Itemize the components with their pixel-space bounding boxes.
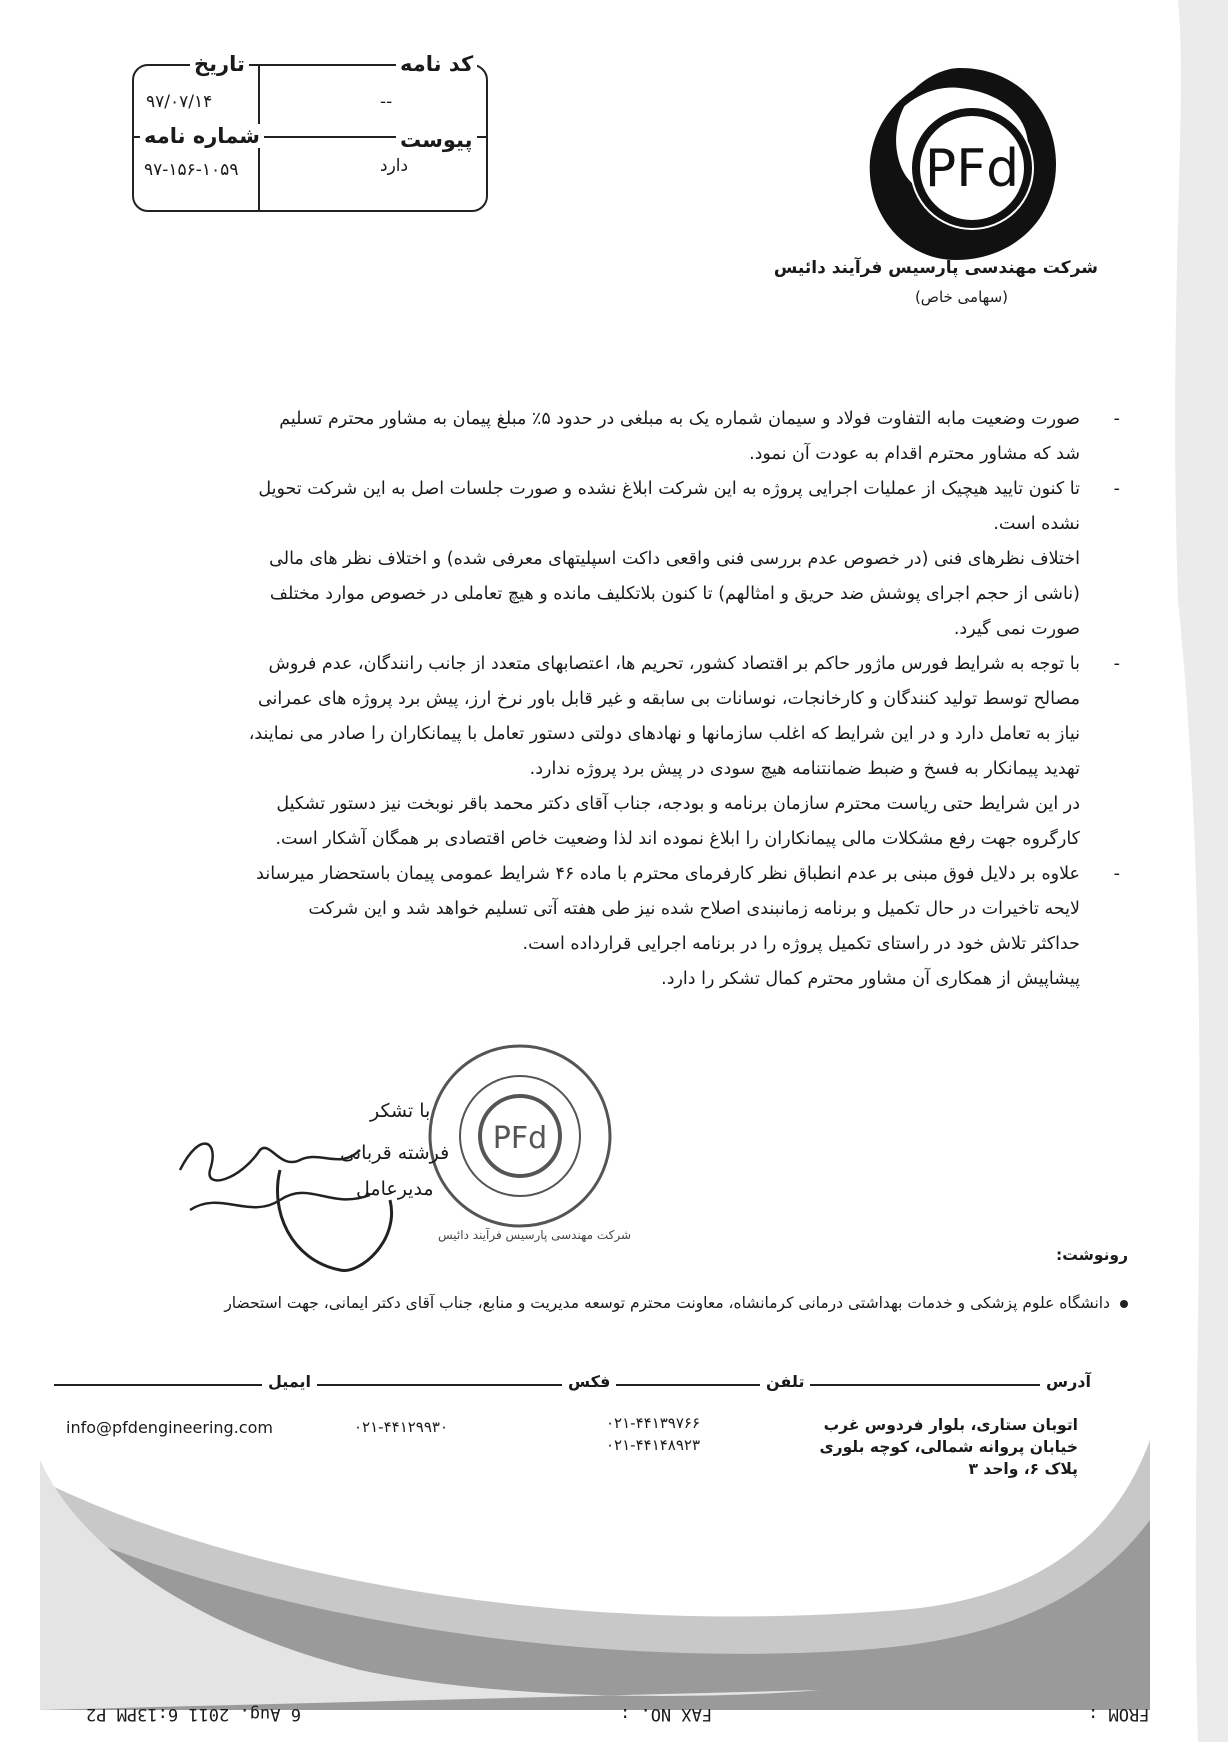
cc-text: دانشگاه علوم پزشکی و خدمات بهداشتی درمانی کرمانشاه، معاونت محترم توسعه مدیریت و منابع، جناب آقای دکتر ایمانی، جهت استحضار [224,1294,1110,1312]
footer-rule [54,1384,1054,1386]
body-line: - تا کنون تایید هیچیک از عملیات اجرایی پروژه به این شرکت ابلاغ نشده و صورت جلسات اصل به این شرکت تحویل [258,479,1120,499]
fax-from: FROM : [1088,1704,1150,1724]
body-line: صورت نمی گیرد. [953,619,1080,639]
company-logo [860,64,1060,264]
body-line: شد که مشاور محترم اقدام به عودت آن نمود. [749,444,1080,464]
company-stamp [424,1040,616,1232]
logo-text: PFd [924,139,1020,199]
address-value: اتوبان ستاری، بلوار فردوس غرب خیابان پروانه شمالی، کوچه بلوری پلاک ۶، واحد ۳ [819,1416,1078,1478]
fax-timestamp: 6 Aug. 2011 6:13PM P2 [86,1704,301,1724]
handwritten-signature [160,1110,420,1280]
letter-number-label: شماره نامه [140,124,264,148]
fax-value: ۰۲۱-۴۴۱۲۹۹۳۰ [354,1418,449,1436]
body-line: - صورت وضعیت مابه التفاوت فولاد و سیمان شماره یک به مبلغی در حدود ۵٪ مبلغ پیمان به مشاور محترم تسلیم [279,409,1120,429]
body-line: حداکثر تلاش خود در راستای تکمیل پروژه را در برنامه اجرایی قرارداده است. [522,934,1080,954]
svg-text:PFd: PFd [492,1121,548,1156]
footer-swoosh [0,1400,1228,1710]
stamp-caption: شرکت مهندسی پارسیس فرآیند دائیس [438,1228,632,1242]
cc-label: رونوشت: [1056,1246,1128,1264]
letter-number-value: ۹۷-۱۵۶-۱۰۵۹ [144,160,239,180]
letter-body [160,402,1120,997]
scan-edge [1118,0,1228,1742]
email-label: ایمیل [262,1372,317,1391]
body-line: نشده است. [993,514,1080,534]
attachment-label: پیوست [396,128,477,152]
body-line: - با توجه به شرایط فورس ماژور حاکم بر اقتصاد کشور، تحریم ها، اعتصابهای متعدد از جانب رانندگان، عدم فروش [268,654,1120,674]
fax-label: فکس [562,1372,616,1391]
fax-number: FAX NO. : [620,1704,713,1724]
signatory-title: مدیرعامل [356,1178,434,1200]
phone-value: ۰۲۱-۴۴۱۴۸۹۲۳ [606,1436,701,1454]
body-line: کارگروه جهت رفع مشکلات مالی پیمانکاران را ابلاغ نموده اند لذا وضعیت خاص اقتصادی بر همگان آشکار است. [275,829,1080,849]
company-type: (سهامی خاص) [914,288,1008,306]
body-line: - علاوه بر دلایل فوق مبنی بر عدم انطباق نظر کارفرمای محترم با ماده ۴۶ شرایط عمومی پیمان باستحضار میرساند [256,864,1120,884]
body-line: نیاز به تعامل دارد و در این شرایط که اغلب سازمانها و نهادهای دولتی دستور تعامل با پیمانکاران را صادر می نمایند، [248,724,1080,744]
phone-value: ۰۲۱-۴۴۱۳۹۷۶۶ [606,1414,701,1432]
closing-text: با تشکر [370,1100,431,1122]
company-name: شرکت مهندسی پارسیس فرآیند دائیس [773,258,1098,278]
email-value: info@pfdengineering.com [66,1418,273,1437]
code-label: کد نامه [396,52,477,76]
date-label: تاریخ [190,52,249,76]
body-line: مصالح توسط تولید کنندگان و کارخانجات، نوسانات بی سابقه و غیر قابل باور نرخ ارز، پیش برد پروژه های عمرانی [257,689,1080,709]
body-line: در این شرایط حتی ریاست محترم سازمان برنامه و بودجه، جناب آقای دکتر محمد باقر نوبخت نیز دستور تشکیل [276,794,1080,814]
body-line: اختلاف نظرهای فنی (در خصوص عدم بررسی فنی واقعی داکت اسپلیتهای معرفی شده) و اختلاف نظر های مالی [269,549,1080,569]
signatory-name: فرشته قربانی [340,1142,450,1164]
code-value: -- [380,92,393,112]
body-line: پیشاپیش از همکاری آن مشاور محترم کمال تشکر را دارد. [661,969,1080,989]
body-line: (ناشی از حجم اجرای پوشش ضد حریق و امثالهم) تا کنون بلاتکلیف مانده و هیچ تعاملی در خصوص موارد مختلف [269,584,1080,604]
phone-label: تلفن [760,1372,810,1391]
body-line: لایحه تاخیرات در حال تکمیل و برنامه زمانبندی اصلاح شده نیز طی هفته آتی تسلیم خواهد شد و این شرکت [308,899,1080,919]
body-line: تهدید پیمانکار به فسخ و ضبط ضمانتنامه هیچ سودی در پیش برد پروژه ندارد. [529,759,1080,779]
address-label: آدرس [1040,1372,1097,1391]
attachment-value: دارد [380,156,409,176]
date-value: ۹۷/۰۷/۱۴ [146,92,213,112]
